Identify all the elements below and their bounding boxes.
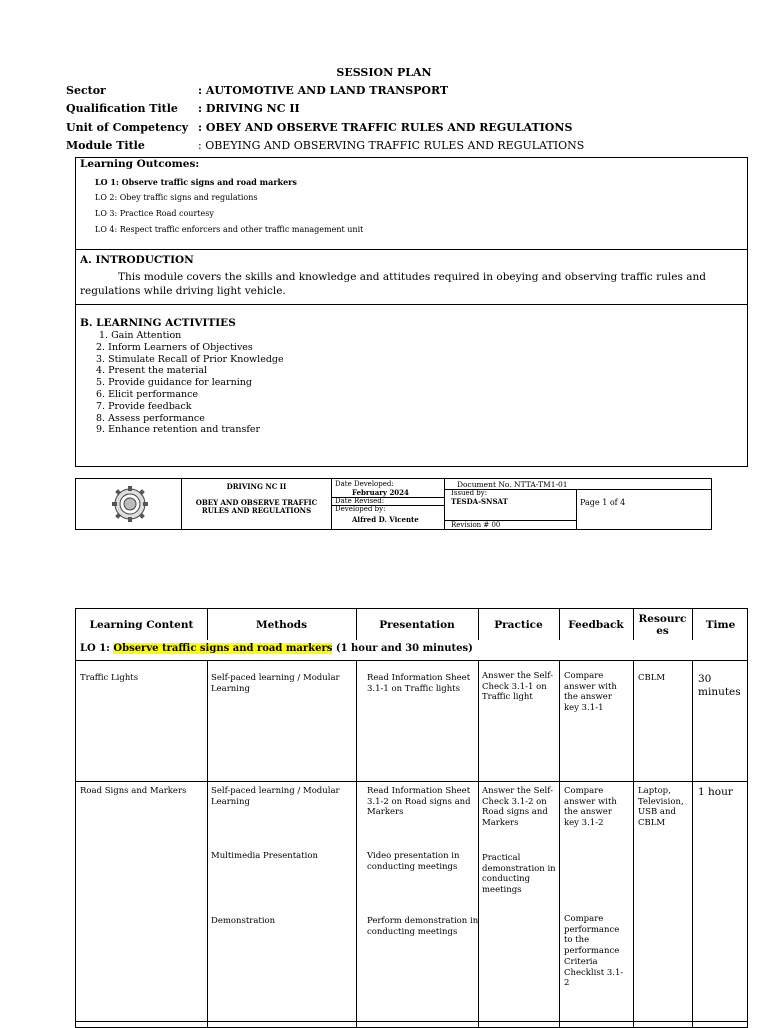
date-developed-value: February 2024 (352, 488, 409, 497)
list-item: 7. Provide feedback (96, 400, 192, 412)
table-cell-feedback: Compare answer with the answer key 3.1-2 (564, 786, 617, 829)
table-cell-presentation: Read Information Sheet 3.1-2 on Road signs and Markers (367, 786, 471, 818)
learning-outcomes-heading: Learning Outcomes: (80, 158, 200, 170)
table-cell-feedback: Compare performance to the performance Criteria Checklist 3.1-2 (564, 914, 624, 989)
table-cell-practice: Answer the Self-Check 3.1-2 on Road signs and Markers (482, 786, 553, 829)
session-table (75, 608, 748, 1028)
col-header-practice: Practice (494, 618, 543, 631)
introduction-section (76, 250, 747, 305)
table-cell-practice: Answer the Self-Check 3.1-1 on Traffic light (482, 671, 553, 703)
list-item: 8. Assess performance (96, 412, 205, 424)
table-cell-methods: Self-paced learning / Modular Learning (211, 786, 340, 807)
unit-label: Unit of Competency (66, 121, 189, 134)
lo-item: LO 4: Respect traffic enforcers and other traffic management unit (95, 225, 364, 234)
footer-unit-line1: OBEY AND OBSERVE TRAFFIC (195, 498, 318, 507)
list-item: 2. Inform Learners of Objectives (96, 341, 253, 353)
col-header-resources: Resources (638, 612, 687, 637)
col-header-feedback: Feedback (568, 618, 624, 631)
lo-item: LO 1: Observe traffic signs and road markers (95, 177, 297, 187)
sector-value: : AUTOMOTIVE AND LAND TRANSPORT (198, 84, 449, 97)
footer-qualification: DRIVING NC II (226, 482, 287, 491)
footer-dates-cell (332, 479, 445, 529)
list-item: 9. Enhance retention and transfer (96, 424, 261, 436)
lo-row-highlight: Observe traffic signs and road markers (113, 643, 333, 654)
introduction-heading: A. INTRODUCTION (80, 254, 194, 266)
table-cell-feedback: Compare answer with the answer key 3.1-1 (564, 671, 617, 714)
module-label: Module Title (66, 139, 145, 152)
table-cell-methods: Multimedia Presentation (211, 851, 318, 861)
table-cell-content: Road Signs and Markers (80, 786, 187, 796)
issued-by-label: Issued by: (451, 489, 488, 497)
revision-number: Revision # 00 (451, 521, 501, 529)
footer-logo-cell (76, 479, 182, 529)
lo-item: LO 2: Obey traffic signs and regulations (95, 193, 258, 202)
col-header-methods: Methods (255, 618, 308, 631)
plan-box (75, 157, 748, 467)
lo-row (76, 640, 747, 661)
qualification-label: Qualification Title (66, 102, 178, 115)
learning-activities-heading: B. LEARNING ACTIVITIES (80, 317, 236, 329)
learning-outcomes-section (76, 158, 747, 250)
introduction-text: This module covers the skills and knowledge and attitudes required in obeying and observing traffic rules and regulations while driving light vehicle. (80, 271, 706, 297)
lo-row-prefix: LO 1: (80, 643, 114, 654)
document-title: SESSION PLAN (336, 66, 432, 79)
table-cell-presentation: Perform demonstration in conducting meetings (367, 916, 479, 937)
table-cell-time: 30 minutes (698, 673, 741, 698)
date-revised-label: Date Revised: (335, 497, 385, 505)
list-item: 1. Gain Attention (99, 330, 182, 341)
date-developed-label: Date Developed: (335, 480, 394, 488)
document-number: Document No. NTTA-TM1-01 (457, 480, 568, 489)
table-cell-time: 1 hour (698, 786, 733, 798)
footer-module-cell (182, 479, 332, 529)
col-header-time: Time (705, 618, 736, 631)
table-cell-presentation: Read Information Sheet 3.1-1 on Traffic lights (367, 673, 471, 694)
table-cell-methods: Demonstration (211, 916, 276, 926)
learning-activities-list (96, 330, 284, 436)
footer-document-cell (445, 479, 712, 529)
learning-activities-section (76, 305, 747, 466)
tesda-logo-icon (110, 484, 150, 524)
lo-row-text (80, 643, 473, 654)
unit-value: : OBEY AND OBSERVE TRAFFIC RULES AND REGULATIONS (198, 121, 573, 134)
developed-by-label: Developed by: (335, 505, 386, 513)
issued-by-value: TESDA-SNSAT (451, 497, 508, 506)
table-cell-content: Traffic Lights (80, 673, 139, 683)
col-header-presentation: Presentation (379, 618, 455, 631)
developed-by-value: Alfred D. Vicente (352, 515, 419, 524)
table-cell-resources: CBLM (638, 673, 666, 683)
lo-item: LO 3: Practice Road courtesy (95, 209, 214, 218)
list-item: 6. Elicit performance (96, 388, 199, 400)
list-item: 4. Present the material (96, 365, 208, 377)
qualification-value: : DRIVING NC II (198, 102, 300, 115)
footer-unit-line2: RULES AND REGULATIONS (201, 506, 312, 515)
table-cell-presentation: Video presentation in conducting meetings (367, 851, 460, 872)
list-item: 3. Stimulate Recall of Prior Knowledge (96, 353, 284, 365)
table-cell-methods: Self-paced learning / Modular Learning (211, 673, 340, 694)
page-number: Page 1 of 4 (580, 498, 626, 507)
sector-label: Sector (66, 84, 106, 97)
document-footer (75, 478, 712, 530)
lo-row-duration: (1 hour and 30 minutes) (332, 643, 473, 654)
table-cell-resources: Laptop, Television, USB and CBLM (638, 786, 684, 829)
table-cell-practice: Practical demonstration in conducting meetings (482, 853, 556, 896)
col-header-learning-content: Learning Content (89, 618, 194, 631)
module-value: : OBEYING AND OBSERVING TRAFFIC RULES AND REGULATIONS (198, 139, 585, 152)
list-item: 5. Provide guidance for learning (96, 377, 252, 389)
